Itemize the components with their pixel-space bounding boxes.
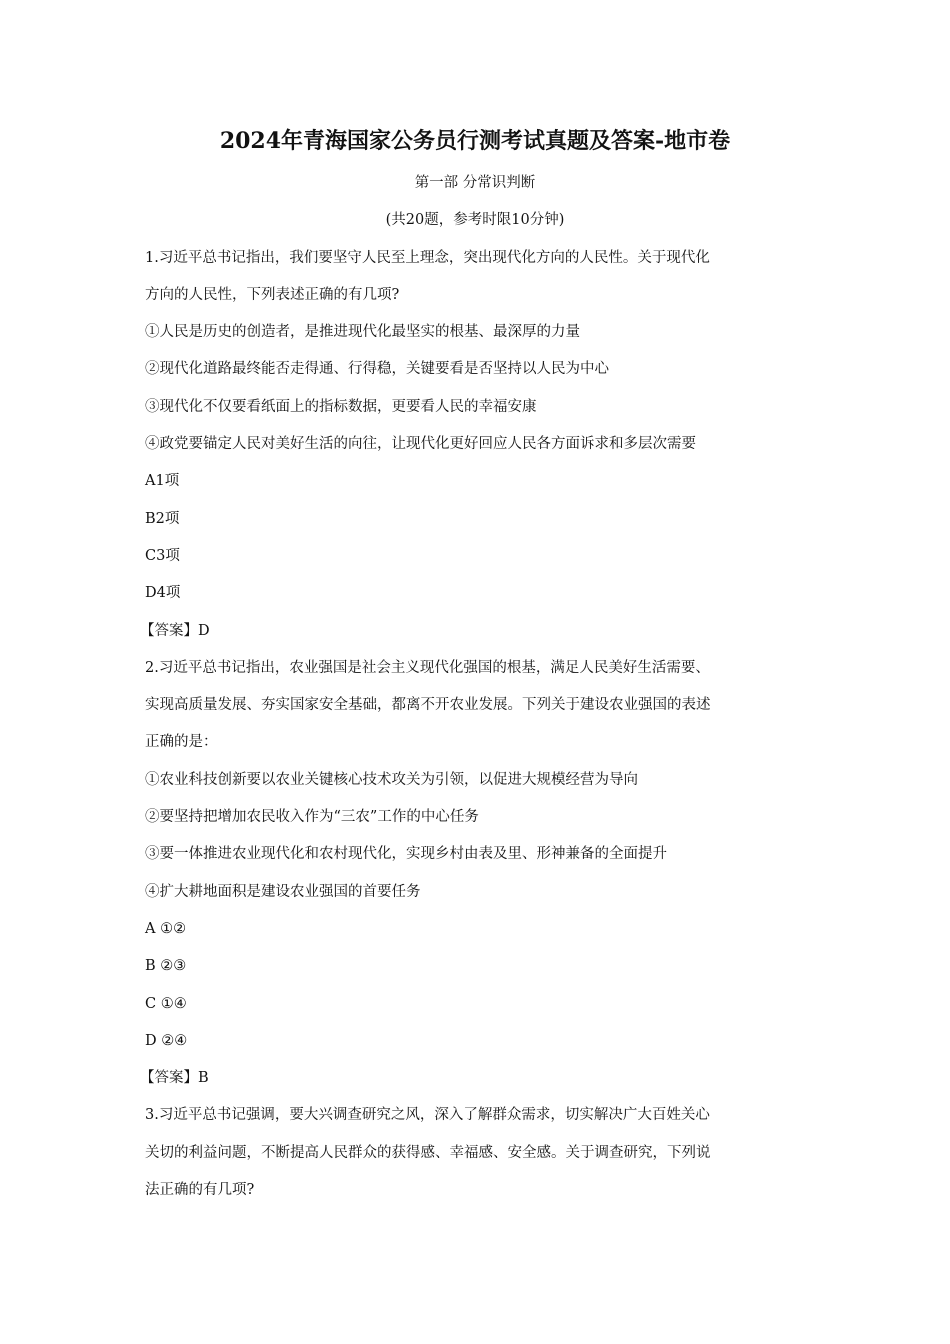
question-2-option-c: C ①④ [145,996,187,1012]
question-3-stem-line: 法正确的有几项? [145,1182,255,1198]
question-1-stem-line: 方向的人民性，下列表述正确的有几项? [145,287,400,303]
question-1-option-b: B2项 [145,511,180,527]
question-2-statement: ④扩大耕地面积是建设农业强国的首要任务 [145,884,421,900]
question-2-stem-line: 2.习近平总书记指出，农业强国是社会主义现代化强国的根基，满足人民美好生活需要、 [145,660,710,676]
question-2-statement: ②要坚持把增加农民收入作为“三农”工作的中心任务 [145,809,479,825]
question-1-answer: 【答案】D [140,623,210,639]
document-title: 2024年青海国家公务员行测考试真题及答案-地市卷 [219,128,731,154]
question-2-answer: 【答案】B [140,1070,209,1086]
question-1-statement: ①人民是历史的创造者，是推进现代化最坚实的根基、最深厚的力量 [145,324,580,340]
question-2-option-a: A ①② [145,921,187,937]
question-2-statement: ①农业科技创新要以农业关键核心技术攻关为引领，以促进大规模经营为导向 [145,772,638,788]
question-2-stem-line: 实现高质量发展、夯实国家安全基础，都离不开农业发展。下列关于建设农业强国的表述 [145,697,711,713]
question-1-option-a: A1项 [145,473,180,489]
question-2-option-d: D ②④ [145,1033,188,1049]
question-1-statement: ④政党要锚定人民对美好生活的向往，让现代化更好回应人民各方面诉求和多层次需要 [145,436,696,452]
question-2-option-b: B ②③ [145,958,187,974]
section-note: (共20题，参考时限10分钟) [385,212,565,228]
question-1-stem-line: 1.习近平总书记指出，我们要坚守人民至上理念，突出现代化方向的人民性。关于现代化 [145,250,710,266]
question-1-option-d: D4项 [145,585,181,601]
question-1-statement: ②现代化道路最终能否走得通、行得稳，关键要看是否坚持以人民为中心 [145,361,609,377]
question-1-option-c: C3项 [145,548,180,564]
section-heading: 第一部 分常识判断 [414,175,536,191]
question-3-stem-line: 关切的利益问题，不断提高人民群众的获得感、幸福感、安全感。关于调查研究，下列说 [145,1145,711,1161]
question-2-stem-line: 正确的是： [145,734,218,750]
question-1-statement: ③现代化不仅要看纸面上的指标数据，更要看人民的幸福安康 [145,399,537,415]
question-2-statement: ③要一体推进农业现代化和农村现代化，实现乡村由表及里、形神兼备的全面提升 [145,846,667,862]
question-3-stem-line: 3.习近平总书记强调，要大兴调查研究之风，深入了解群众需求，切实解决广大百姓关心 [145,1107,710,1123]
